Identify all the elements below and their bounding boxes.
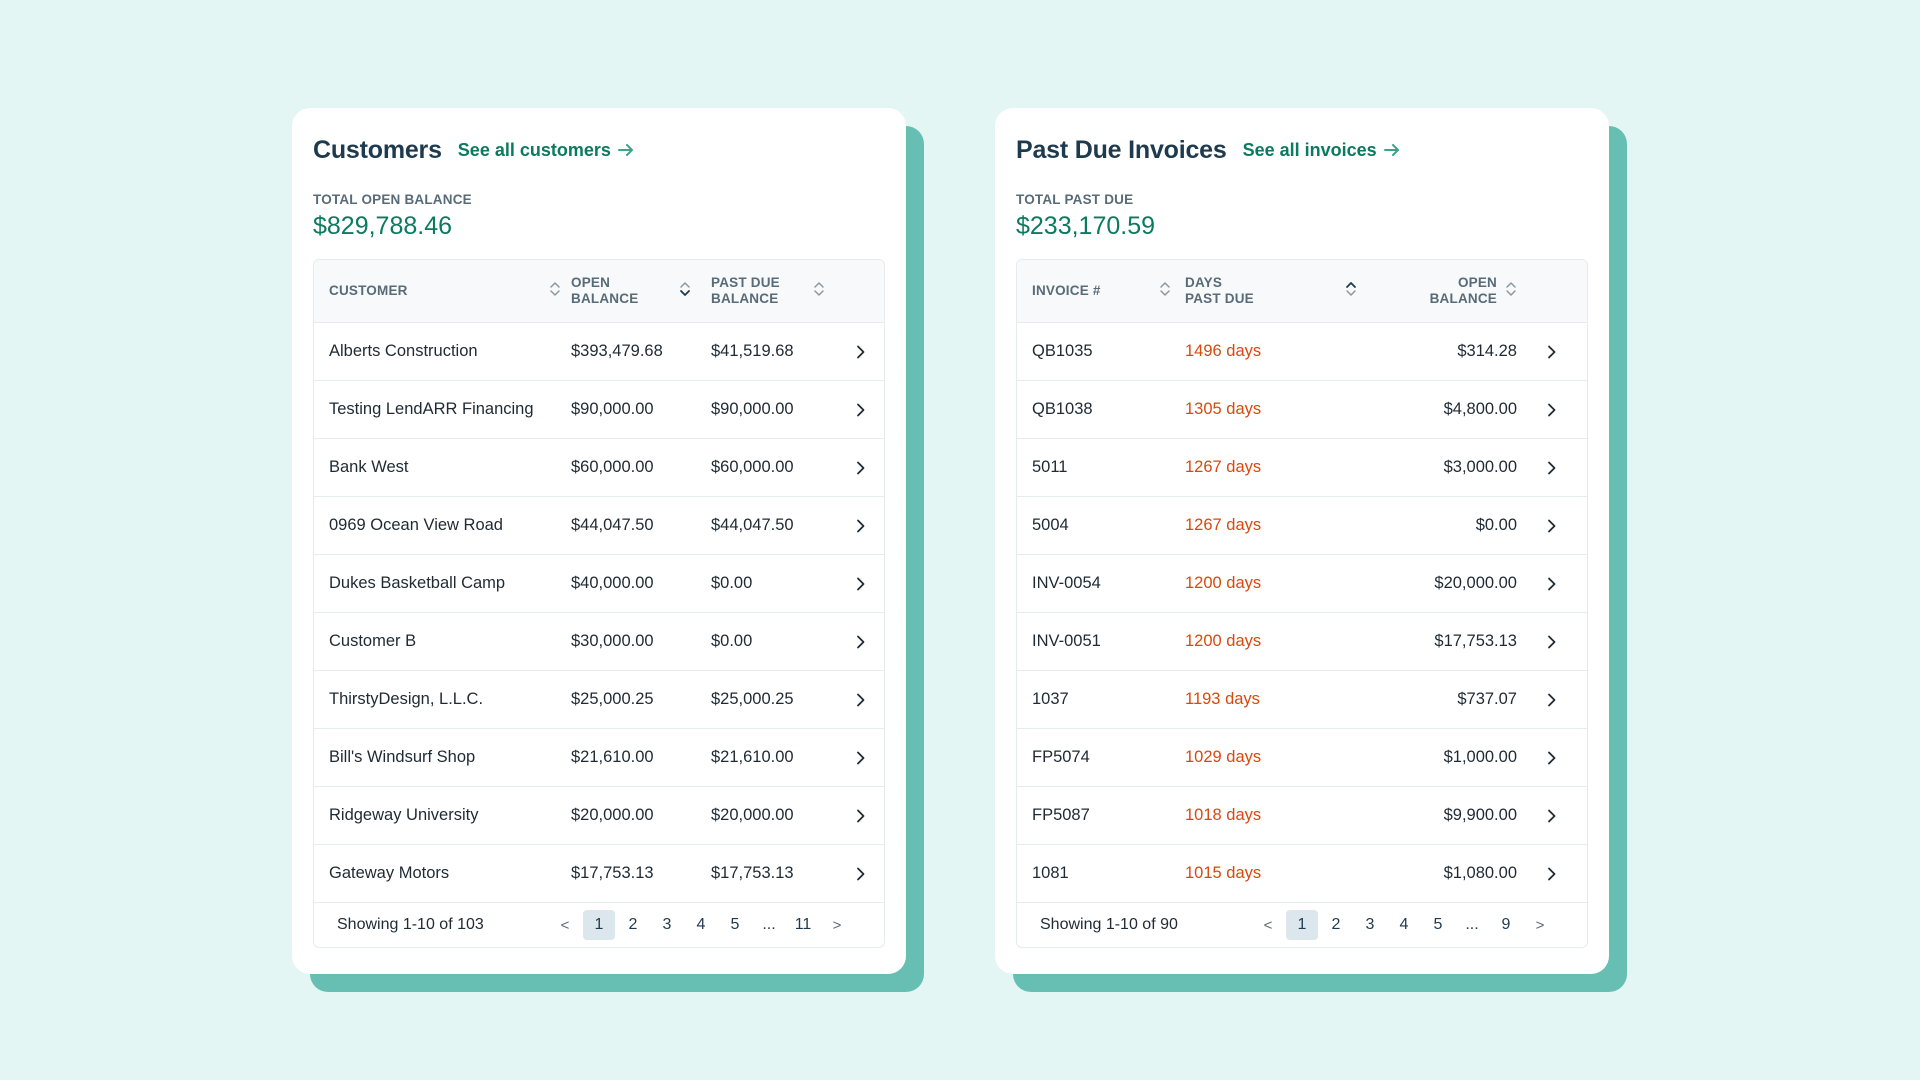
customer-past-due-balance: $44,047.50 bbox=[711, 516, 794, 534]
table-row[interactable] bbox=[314, 671, 884, 729]
invoice-open-balance: $3,000.00 bbox=[1443, 458, 1517, 476]
customer-open-balance: $25,000.25 bbox=[571, 690, 654, 708]
invoice-number: 5004 bbox=[1032, 516, 1069, 534]
invoice-number: 1081 bbox=[1032, 864, 1069, 882]
chevron-right-icon[interactable] bbox=[837, 461, 884, 475]
customer-name: Customer B bbox=[329, 632, 417, 650]
customer-open-balance: $90,000.00 bbox=[571, 400, 654, 418]
customer-past-due-balance: $25,000.25 bbox=[711, 690, 794, 708]
see-all-invoices-link[interactable] bbox=[1243, 140, 1401, 161]
customer-name: Gateway Motors bbox=[329, 864, 450, 882]
pagination-page-1[interactable]: 1 bbox=[1286, 910, 1318, 940]
chevron-right-icon[interactable] bbox=[837, 751, 884, 765]
customer-past-due-balance: $21,610.00 bbox=[711, 748, 794, 766]
column-header-invoice-label: INVOICE # bbox=[1032, 283, 1101, 298]
pagination-ellipsis: ... bbox=[1465, 916, 1479, 933]
customers-card-wrapper bbox=[292, 108, 906, 974]
customer-past-due-balance: $17,753.13 bbox=[711, 864, 794, 882]
chevron-right-icon[interactable] bbox=[1517, 345, 1587, 359]
customers-pagination bbox=[549, 910, 855, 940]
invoice-open-balance: $4,800.00 bbox=[1443, 400, 1517, 418]
pagination-page-2[interactable]: 2 bbox=[1331, 916, 1341, 933]
chevron-right-icon[interactable] bbox=[1517, 751, 1587, 765]
customer-name: Dukes Basketball Camp bbox=[329, 574, 506, 592]
chevron-right-icon[interactable] bbox=[837, 519, 884, 533]
customer-past-due-balance: $20,000.00 bbox=[711, 806, 794, 824]
chevron-right-icon[interactable] bbox=[1517, 461, 1587, 475]
customer-past-due-balance: $0.00 bbox=[711, 574, 753, 592]
column-header-customer[interactable] bbox=[314, 279, 571, 303]
invoice-open-balance: $1,000.00 bbox=[1443, 748, 1517, 766]
invoices-table-footer bbox=[1017, 903, 1587, 947]
chevron-right-icon[interactable] bbox=[837, 635, 884, 649]
total-open-balance-value: $829,788.46 bbox=[313, 212, 453, 240]
customer-open-balance: $40,000.00 bbox=[571, 574, 654, 592]
invoice-number: 1037 bbox=[1032, 690, 1069, 708]
chevron-right-icon[interactable] bbox=[837, 403, 884, 417]
customers-table-body bbox=[314, 323, 884, 903]
column-header-past-due-balance[interactable] bbox=[711, 275, 837, 307]
table-row[interactable] bbox=[314, 729, 884, 787]
column-header-open-balance-label: OPEN BALANCE bbox=[1429, 275, 1497, 306]
pagination-page-5[interactable]: 5 bbox=[1433, 916, 1443, 933]
table-row[interactable] bbox=[1017, 497, 1587, 555]
invoice-days-past-due: 1496 days bbox=[1185, 342, 1262, 360]
chevron-right-icon[interactable] bbox=[837, 867, 884, 881]
customer-open-balance: $30,000.00 bbox=[571, 632, 654, 650]
invoice-open-balance: $17,753.13 bbox=[1434, 632, 1517, 650]
column-header-invoice[interactable] bbox=[1017, 279, 1185, 303]
total-past-due-value: $233,170.59 bbox=[1016, 212, 1156, 240]
customer-past-due-balance: $60,000.00 bbox=[711, 458, 794, 476]
customers-table-header bbox=[314, 260, 884, 323]
table-row[interactable] bbox=[1017, 845, 1587, 903]
invoice-open-balance: $1,080.00 bbox=[1443, 864, 1517, 882]
table-row[interactable] bbox=[314, 381, 884, 439]
pagination-page-last[interactable]: 9 bbox=[1501, 916, 1511, 933]
invoice-open-balance: $314.28 bbox=[1457, 342, 1517, 360]
column-header-customer-label: CUSTOMER bbox=[329, 283, 408, 298]
arrow-right-icon bbox=[1383, 141, 1401, 159]
column-header-open-balance[interactable] bbox=[571, 275, 711, 307]
customer-name: Bill's Windsurf Shop bbox=[329, 748, 476, 766]
sort-icon[interactable] bbox=[1505, 279, 1517, 303]
total-open-balance-label: TOTAL OPEN BALANCE bbox=[313, 192, 472, 207]
chevron-right-icon[interactable] bbox=[1517, 403, 1587, 417]
pagination-next-button[interactable]: > bbox=[1535, 916, 1545, 934]
sort-icon[interactable] bbox=[549, 279, 561, 303]
invoices-title: Past Due Invoices bbox=[1016, 135, 1227, 164]
table-row[interactable] bbox=[1017, 555, 1587, 613]
column-header-past-due-balance-label: PAST DUE BALANCE bbox=[711, 275, 780, 306]
table-row[interactable] bbox=[1017, 323, 1587, 381]
table-row[interactable] bbox=[1017, 671, 1587, 729]
column-header-open-balance-label: OPEN BALANCE bbox=[571, 275, 639, 306]
customer-open-balance: $393,479.68 bbox=[571, 342, 663, 360]
sort-icon[interactable] bbox=[1159, 279, 1171, 303]
customer-open-balance: $20,000.00 bbox=[571, 806, 654, 824]
invoice-number: INV-0051 bbox=[1032, 632, 1101, 650]
invoice-number: QB1035 bbox=[1032, 342, 1093, 360]
invoice-number: 5011 bbox=[1032, 458, 1068, 476]
invoice-days-past-due: 1267 days bbox=[1185, 516, 1262, 534]
sort-icon[interactable] bbox=[813, 279, 825, 303]
invoices-table-header bbox=[1017, 260, 1587, 323]
pagination-page-last[interactable]: 11 bbox=[794, 916, 812, 933]
invoice-open-balance: $737.07 bbox=[1457, 690, 1517, 708]
table-row[interactable] bbox=[314, 845, 884, 903]
customer-open-balance: $17,753.13 bbox=[571, 864, 654, 882]
customer-name: ThirstyDesign, L.L.C. bbox=[329, 690, 484, 708]
customer-past-due-balance: $90,000.00 bbox=[711, 400, 794, 418]
chevron-right-icon[interactable] bbox=[1517, 519, 1587, 533]
pagination-page-4[interactable]: 4 bbox=[696, 916, 706, 933]
column-header-days-past-due[interactable] bbox=[1185, 275, 1375, 307]
arrow-right-icon bbox=[617, 141, 635, 159]
see-all-customers-label: See all customers bbox=[457, 139, 611, 160]
pagination-ellipsis: ... bbox=[762, 916, 776, 933]
chevron-right-icon[interactable] bbox=[1517, 635, 1587, 649]
table-row[interactable] bbox=[314, 787, 884, 845]
table-row[interactable] bbox=[314, 613, 884, 671]
invoice-days-past-due: 1015 days bbox=[1185, 864, 1262, 882]
invoices-card bbox=[995, 108, 1609, 974]
customers-showing-text: Showing 1-10 of 103 bbox=[337, 916, 484, 933]
chevron-right-icon[interactable] bbox=[837, 345, 884, 359]
invoice-days-past-due: 1018 days bbox=[1185, 806, 1262, 824]
customer-name: Testing LendARR Financing bbox=[329, 400, 534, 418]
sort-icon[interactable] bbox=[679, 279, 691, 303]
table-row[interactable] bbox=[314, 497, 884, 555]
invoice-number: FP5087 bbox=[1032, 806, 1090, 824]
customers-card bbox=[292, 108, 906, 974]
pagination-page-5[interactable]: 5 bbox=[730, 916, 740, 933]
table-row[interactable] bbox=[1017, 439, 1587, 497]
invoices-table bbox=[1016, 259, 1588, 948]
invoices-pagination bbox=[1252, 910, 1558, 940]
invoice-days-past-due: 1193 days bbox=[1185, 690, 1260, 708]
invoices-card-header bbox=[1016, 128, 1589, 172]
pagination-prev-button[interactable]: < bbox=[560, 916, 570, 934]
customer-name: Alberts Construction bbox=[329, 342, 478, 360]
pagination-page-3[interactable]: 3 bbox=[1365, 916, 1375, 933]
invoice-days-past-due: 1305 days bbox=[1185, 400, 1262, 418]
table-row[interactable] bbox=[314, 555, 884, 613]
chevron-right-icon[interactable] bbox=[1517, 809, 1587, 823]
invoice-open-balance: $0.00 bbox=[1475, 516, 1517, 534]
customer-open-balance: $44,047.50 bbox=[571, 516, 654, 534]
customers-title: Customers bbox=[313, 135, 442, 164]
customer-name: Ridgeway University bbox=[329, 806, 479, 824]
invoice-number: QB1038 bbox=[1032, 400, 1093, 418]
table-row[interactable] bbox=[1017, 729, 1587, 787]
invoice-days-past-due: 1200 days bbox=[1185, 574, 1262, 592]
pagination-page-3[interactable]: 3 bbox=[662, 916, 672, 933]
customer-name: 0969 Ocean View Road bbox=[329, 516, 503, 534]
table-row[interactable] bbox=[314, 323, 884, 381]
table-row[interactable] bbox=[314, 439, 884, 497]
customer-name: Bank West bbox=[329, 458, 409, 476]
column-header-open-balance[interactable] bbox=[1375, 275, 1517, 307]
column-header-days-past-due-label: DAYS PAST DUE bbox=[1185, 275, 1254, 306]
customers-card-header bbox=[313, 128, 886, 172]
table-row[interactable] bbox=[1017, 381, 1587, 439]
invoice-number: INV-0054 bbox=[1032, 574, 1101, 592]
pagination-next-button[interactable]: > bbox=[832, 916, 842, 934]
customer-open-balance: $21,610.00 bbox=[571, 748, 654, 766]
pagination-page-1[interactable]: 1 bbox=[583, 910, 615, 940]
see-all-invoices-label: See all invoices bbox=[1242, 139, 1377, 160]
chevron-right-icon[interactable] bbox=[837, 809, 884, 823]
customers-table bbox=[313, 259, 885, 948]
customer-past-due-balance: $41,519.68 bbox=[711, 342, 794, 360]
sort-icon[interactable] bbox=[1345, 279, 1357, 303]
pagination-prev-button[interactable]: < bbox=[1263, 916, 1273, 934]
invoice-days-past-due: 1200 days bbox=[1185, 632, 1262, 650]
chevron-right-icon[interactable] bbox=[837, 693, 884, 707]
pagination-page-2[interactable]: 2 bbox=[628, 916, 638, 933]
invoice-days-past-due: 1267 days bbox=[1185, 458, 1262, 476]
invoices-card-wrapper bbox=[995, 108, 1609, 974]
customer-past-due-balance: $0.00 bbox=[711, 632, 753, 650]
table-row[interactable] bbox=[1017, 613, 1587, 671]
invoices-showing-text: Showing 1-10 of 90 bbox=[1040, 916, 1178, 933]
invoice-days-past-due: 1029 days bbox=[1185, 748, 1262, 766]
invoice-open-balance: $20,000.00 bbox=[1434, 574, 1517, 592]
customer-open-balance: $60,000.00 bbox=[571, 458, 654, 476]
chevron-right-icon[interactable] bbox=[1517, 577, 1587, 591]
pagination-page-4[interactable]: 4 bbox=[1399, 916, 1409, 933]
chevron-right-icon[interactable] bbox=[1517, 693, 1587, 707]
total-past-due-label: TOTAL PAST DUE bbox=[1016, 192, 1134, 207]
chevron-right-icon[interactable] bbox=[1517, 867, 1587, 881]
table-row[interactable] bbox=[1017, 787, 1587, 845]
invoice-number: FP5074 bbox=[1032, 748, 1090, 766]
chevron-right-icon[interactable] bbox=[837, 577, 884, 591]
invoices-table-body bbox=[1017, 323, 1587, 903]
invoice-open-balance: $9,900.00 bbox=[1443, 806, 1517, 824]
see-all-customers-link[interactable] bbox=[458, 140, 635, 161]
customers-table-footer bbox=[314, 903, 884, 947]
